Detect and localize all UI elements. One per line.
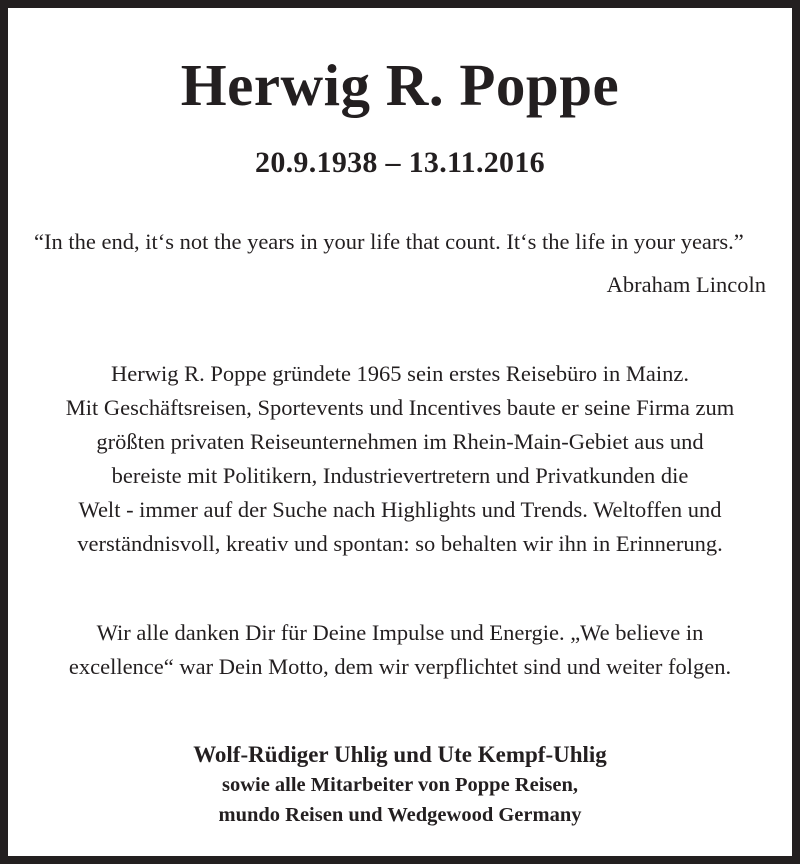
quotation-attribution: Abraham Lincoln: [606, 271, 766, 297]
biography-paragraph: [30, 300, 770, 561]
signature-block: [30, 684, 770, 830]
signature-line-tertiary: mundo Reisen und Wedgewood Germany: [218, 803, 582, 826]
tribute-line: excellence“ war Dein Motto, dem wir verpflichtet sind und weiter folgen.: [68, 653, 732, 679]
tribute-line: Wir alle danken Dir für Deine Impulse und Energie. „We believe in: [96, 619, 704, 645]
biography-line: bereiste mit Politikern, Industrievertretern und Privatkunden die: [111, 462, 689, 488]
tribute-paragraph: [30, 561, 770, 684]
quotation-block: [30, 178, 770, 300]
signature-line-primary: Wolf-Rüdiger Uhlig und Ute Kempf-Uhlig: [193, 741, 607, 767]
quotation-text: “In the end, it‘s not the years in your life that count. It‘s the life in your years.”: [34, 229, 744, 254]
biography-line: Welt - immer auf der Suche nach Highlights und Trends. Weltoffen und: [78, 496, 722, 522]
deceased-name: Herwig R. Poppe: [180, 52, 620, 118]
signature-line-secondary: sowie alle Mitarbeiter von Poppe Reisen,: [221, 773, 579, 796]
biography-line: Mit Geschäftsreisen, Sportevents und Incentives baute er seine Firma zum: [65, 394, 735, 420]
biography-line: verständnisvoll, kreativ und spontan: so behalten wir ihn in Erinnerung.: [77, 530, 723, 556]
life-dates: 20.9.1938 – 13.11.2016: [255, 146, 545, 179]
biography-line: Herwig R. Poppe gründete 1965 sein erstes Reisebüro in Mainz.: [110, 360, 689, 386]
biography-line: größten privaten Reiseunternehmen im Rhein-Main-Gebiet aus und: [96, 428, 704, 454]
